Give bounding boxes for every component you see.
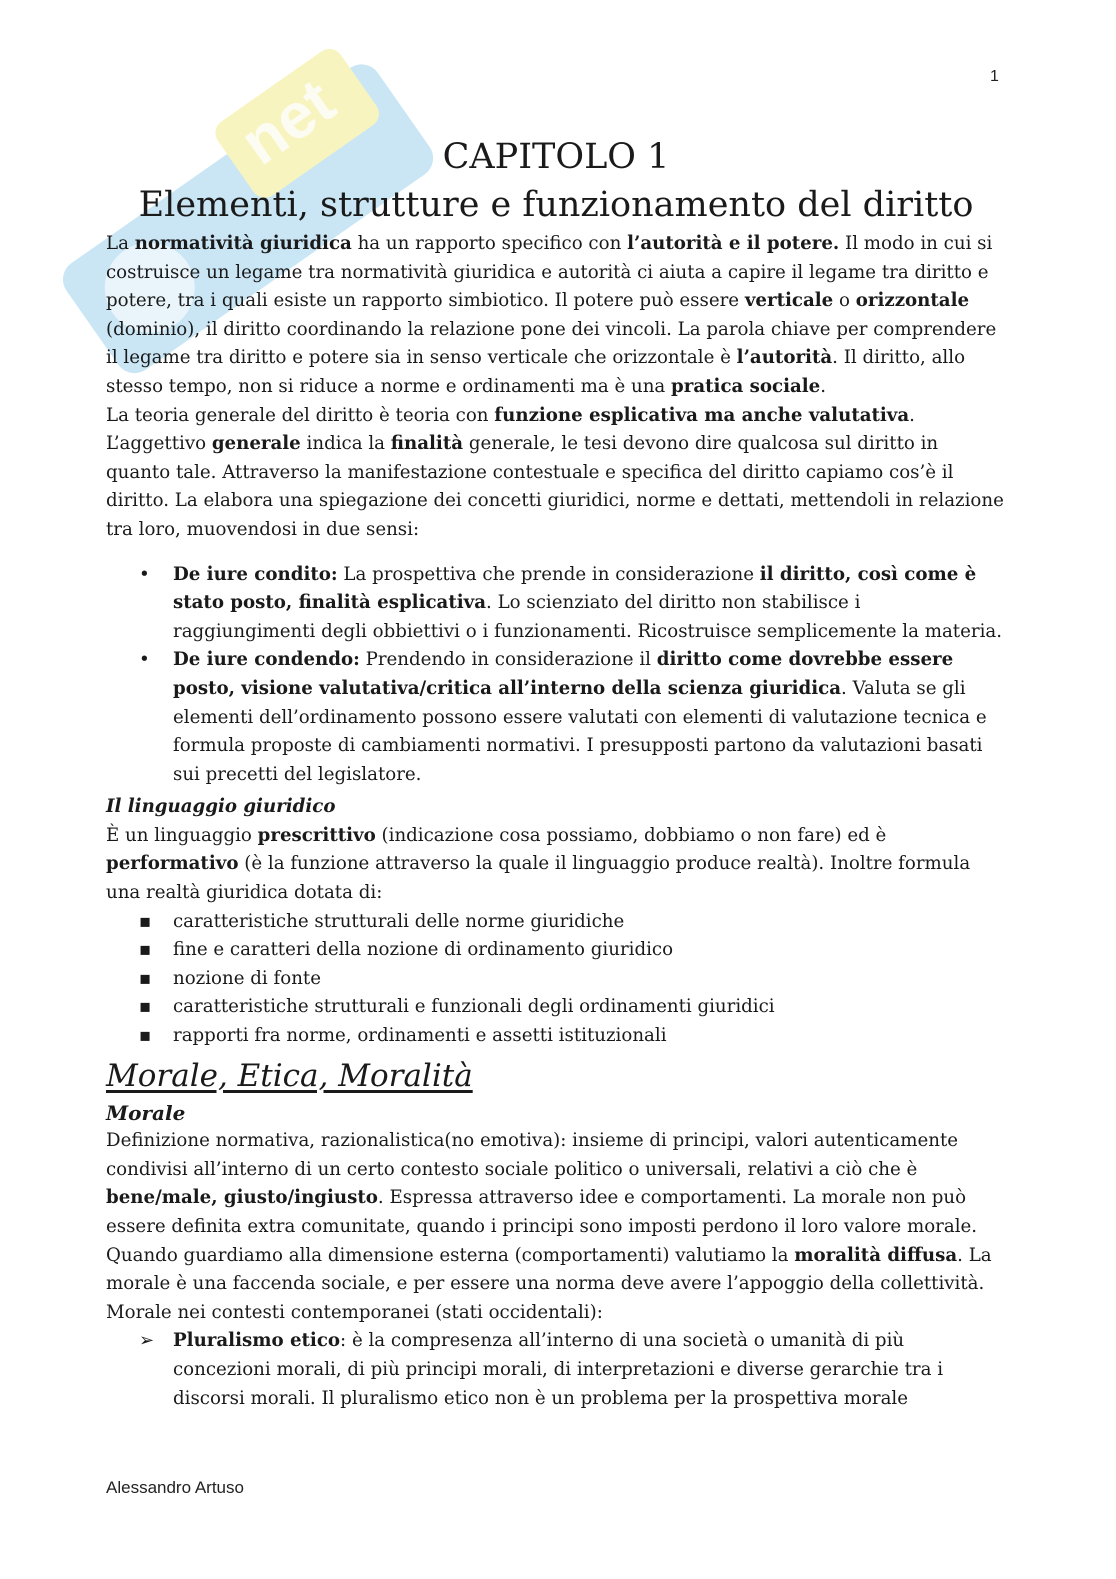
bold-text: funzione esplicativa ma anche valutativa (494, 404, 910, 426)
document-body (106, 134, 1006, 1413)
chapter-title: Elementi, strutture e funzionamento del diritto (138, 185, 974, 225)
bold-text: orizzontale (855, 290, 970, 312)
square-bullet-icon: ▪ (139, 967, 152, 989)
square-bullet-icon: ▪ (139, 939, 152, 961)
bold-text: De iure condito: (173, 563, 338, 585)
list-item-text: De iure condendo: Prendendo in considerazione il diritto come dovrebbe essere posto, visione valutativa/critica all’interno della scienza giuridica. Valuta se gli elementi dell’ordinamento possono essere valutati con elementi di valutazione tecnica e formula proposte di cambiamenti normativi. I presupposti partono da valutazioni basati sui precetti del legislatore. (173, 649, 987, 785)
bold-text: l’autorità e il potere. (627, 233, 840, 254)
list-item-text: nozione di fonte (173, 967, 321, 989)
bullet-icon: • (139, 563, 150, 585)
bold-text: l’autorità (736, 347, 833, 369)
list-item (106, 908, 1006, 937)
chapter-heading: CAPITOLO 1 (442, 137, 670, 177)
intro-paragraph-1: La normatività giuridica ha un rapporto specifico con l’autorità e il potere. Il modo in cui si costruisce un legame tra normatività giuridica e autorità ci aiuta a capire il legame tra diritto e potere, tra i quali esiste un rapporto simbiotico. Il potere può essere verticale o orizzontale (dominio), il diritto coordinando la relazione pone dei vincoli. La parola chiave per comprendere il legame tra diritto e potere sia in senso verticale che orizzontale è l’autorità. Il diritto, allo stesso tempo, non si riduce a norme e ordinamenti ma è una pratica sociale. (106, 233, 997, 397)
morale-list (106, 1327, 1006, 1413)
bold-text: prescrittivo (257, 824, 376, 846)
list-item-text: rapporti fra norme, ordinamenti e assetti istituzionali (173, 1025, 667, 1047)
bold-text: finalità (390, 433, 464, 455)
square-bullet-icon: ▪ (139, 910, 152, 932)
footer-author: Alessandro Artuso (106, 1478, 244, 1497)
bullet-icon: • (139, 649, 150, 671)
list-item-text: Pluralismo etico: è la compresenza all’interno di una società o umanità di più concezioni morali, di più principi morali, di interpretazioni e diverse gerarchie tra i discorsi morali. Il pluralismo etico non è un problema per la prospettiva morale (173, 1330, 944, 1409)
list-item-text: caratteristiche strutturali e funzionali degli ordinamenti giuridici (173, 996, 775, 1018)
bold-text: pratica sociale (671, 375, 821, 397)
list-item (106, 1022, 1006, 1051)
bold-text: normatività giuridica (134, 233, 352, 254)
linguaggio-heading: Il linguaggio giuridico (106, 796, 336, 818)
iure-list (106, 561, 1006, 790)
morale-heading: Morale (106, 1100, 186, 1125)
bold-text: generale (211, 433, 301, 455)
linguaggio-paragraph: È un linguaggio prescrittivo (indicazione cosa possiamo, dobbiamo o non fare) ed è performativo (è la funzione attraverso la quale il linguaggio produce realtà). Inoltre formula una realtà giuridica dotata di: (106, 824, 971, 904)
list-item (106, 965, 1006, 994)
square-bullet-icon: ▪ (139, 996, 152, 1018)
intro-paragraph-3: L’aggettivo generale indica la finalità generale, le tesi devono dire qualcosa sul diritto in quanto tale. Attraverso la manifestazione contestuale e specifica del diritto capiamo cos’è il diritto. La elabora una spiegazione dei concetti giuridici, norme e dettati, mettendoli in relazione tra loro, muovendosi in due sensi: (106, 433, 1004, 540)
bold-text: il diritto, così come è stato posto, finalità esplicativa (173, 563, 977, 614)
list-item (106, 936, 1006, 965)
list-item (106, 561, 1006, 647)
watermark-text: net (227, 64, 348, 179)
intro-paragraph-2: La teoria generale del diritto è teoria con funzione esplicativa ma anche valutativa. (106, 404, 915, 426)
list-item-text: caratteristiche strutturali delle norme giuridiche (173, 910, 625, 932)
bold-text: diritto come dovrebbe essere posto, visione valutativa/critica all’interno della scienza giuridica (173, 649, 954, 699)
bold-text: bene/male, giusto/ingiusto (106, 1187, 378, 1209)
bold-text: verticale (744, 290, 834, 312)
bold-text: Pluralismo etico (173, 1330, 341, 1352)
square-bullet-icon: ▪ (139, 1025, 152, 1047)
bold-text: performativo (106, 853, 239, 875)
morale-paragraph: Definizione normativa, razionalistica(no emotiva): insieme di principi, valori autenticamente condivisi all’interno di un certo contesto sociale politico o universali, relativi a ciò che è bene/male, giusto/ingiusto. Espressa attraverso idee e comportamenti. La morale non può essere definita extra comunitate, quando i principi sono imposti perdono il loro valore morale. Quando guardiamo alla dimensione esterna (comportamenti) valutiamo la moralità diffusa. La morale è una faccenda sociale, e per essere una norma deve avere l’appoggio della collettività. Morale nei contesti contemporanei (stati occidentali): (106, 1130, 992, 1323)
bold-text: De iure condendo: (173, 649, 360, 671)
page-number: 1 (990, 68, 999, 85)
list-item (106, 1327, 1006, 1413)
bold-text: moralità diffusa (794, 1244, 958, 1266)
arrow-bullet-icon: ➢ (139, 1330, 155, 1352)
list-item (106, 993, 1006, 1022)
section-heading: Morale, Etica, Moralità (106, 1057, 473, 1094)
list-item-text: De iure condito: La prospettiva che prende in considerazione il diritto, così come è stato posto, finalità esplicativa. Lo scienziato del diritto non stabilisce i raggiungimenti degli obbiettivi o i funzionamenti. Ricostruisce semplicemente la materia. (173, 563, 1003, 642)
list-item (106, 646, 1006, 789)
list-item-text: fine e caratteri della nozione di ordinamento giuridico (173, 939, 674, 961)
linguaggio-list (106, 908, 1006, 1051)
